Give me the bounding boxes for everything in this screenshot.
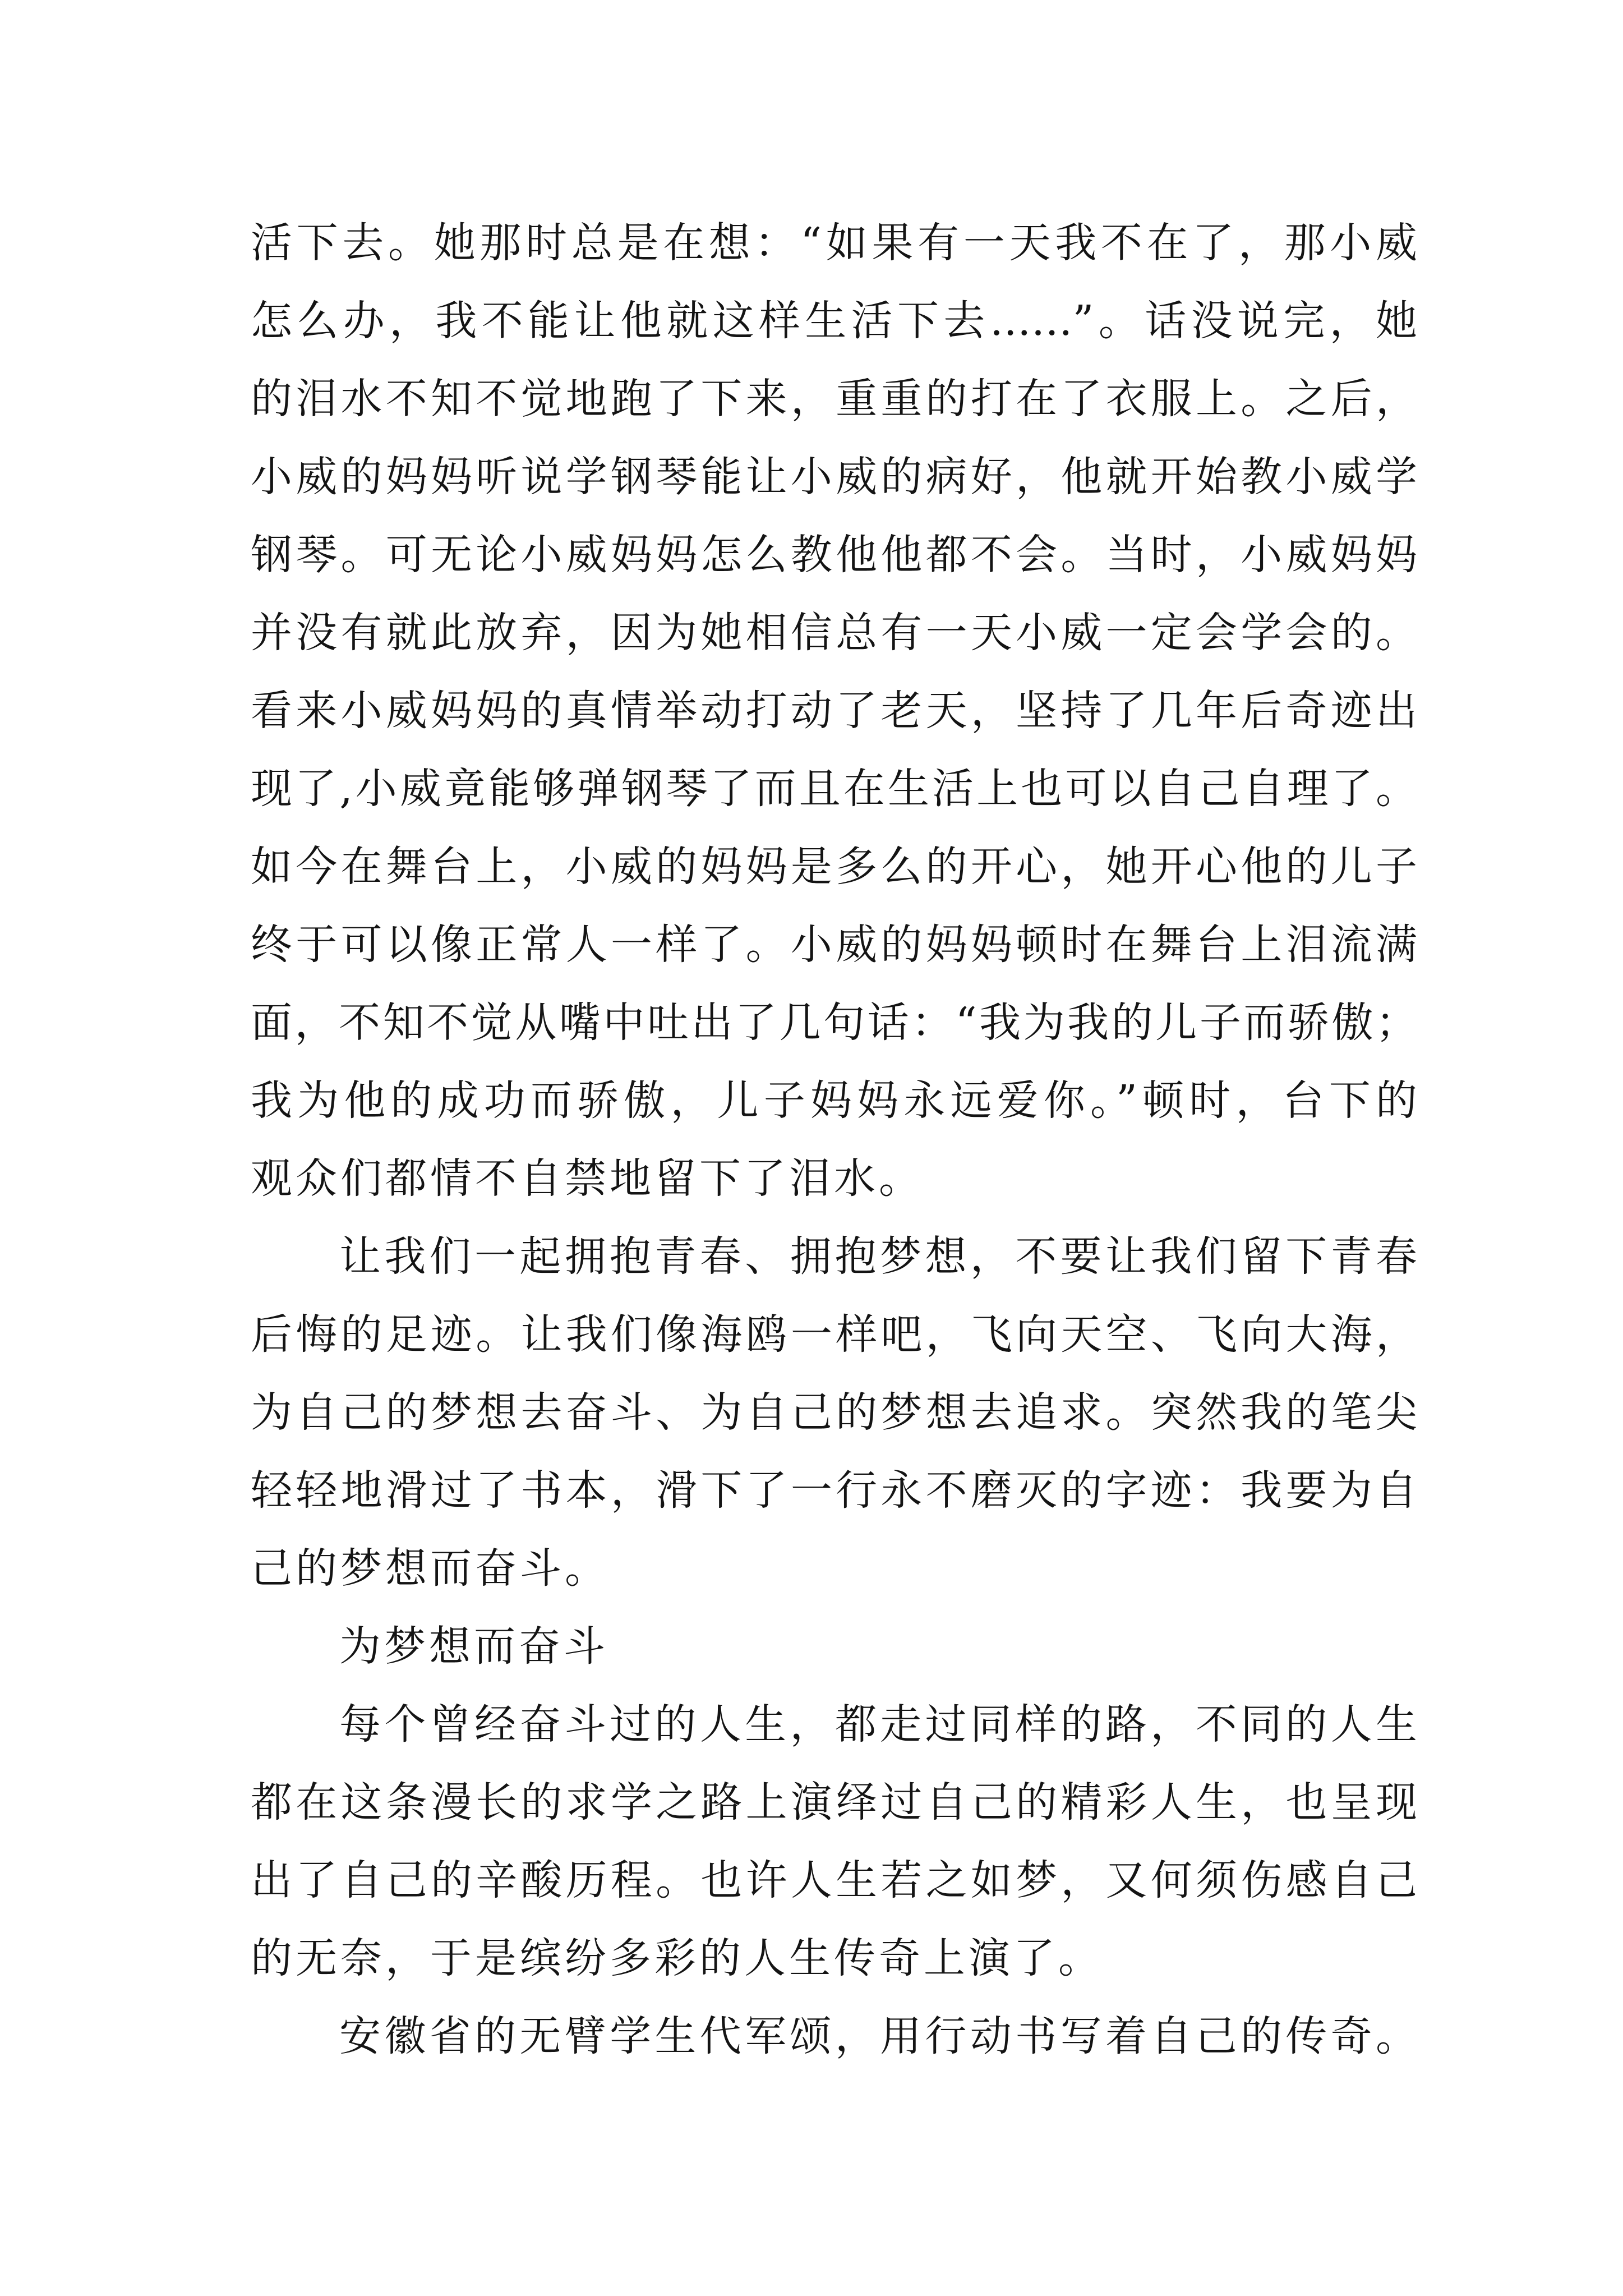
- paragraph: [251, 1686, 1417, 1998]
- text-line: 的无奈，于是缤纷多彩的人生传奇上演了。: [251, 1934, 1103, 1982]
- text-line: 我为他的成功而骄傲，儿子妈妈永远爱你。”顿时，台下的: [251, 1076, 1417, 1125]
- body-text: [251, 204, 1417, 2076]
- text-line: 终于可以像正常人一样了。小威的妈妈顿时在舞台上泪流满: [251, 921, 1417, 969]
- text-line: 钢琴。可无论小威妈妈怎么教他他都不会。当时，小威妈妈: [251, 531, 1417, 579]
- text-line: 轻轻地滑过了书本，滑下了一行永不磨灭的字迹：我要为自: [251, 1466, 1417, 1515]
- text-line: 怎么办，我不能让他就这样生活下去……”。话没说完，她: [251, 297, 1417, 345]
- text-line: 己的梦想而奋斗。: [251, 1544, 610, 1593]
- section-heading: [251, 1608, 1417, 1686]
- text-line: 小威的妈妈听说学钢琴能让小威的病好，他就开始教小威学: [251, 453, 1417, 501]
- text-line: 现了,小威竟能够弹钢琴了而且在生活上也可以自己自理了。: [251, 765, 1417, 813]
- text-line: 后悔的足迹。让我们像海鸥一样吧，飞向天空、飞向大海，: [251, 1310, 1417, 1359]
- text-line: 为自己的梦想去奋斗、为自己的梦想去追求。突然我的笔尖: [251, 1388, 1417, 1437]
- text-line: 让我们一起拥抱青春、拥抱梦想，不要让我们留下青春: [339, 1232, 1417, 1281]
- text-line: 并没有就此放弃，因为她相信总有一天小威一定会学会的。: [251, 609, 1417, 657]
- paragraph: [251, 204, 1417, 1218]
- section-heading-text: 为梦想而奋斗: [339, 1622, 608, 1671]
- paragraph: [251, 1218, 1417, 1608]
- paragraph: [251, 1998, 1417, 2076]
- text-line: 安徽省的无臂学生代军颂，用行动书写着自己的传奇。: [339, 2012, 1417, 2060]
- text-line: 出了自己的辛酸历程。也许人生若之如梦，又何须伤感自己: [251, 1856, 1417, 1904]
- text-line: 都在这条漫长的求学之路上演绎过自己的精彩人生，也呈现: [251, 1778, 1417, 1826]
- text-line: 活下去。她那时总是在想：“如果有一天我不在了，那小威: [251, 219, 1417, 267]
- text-line: 如今在舞台上，小威的妈妈是多么的开心，她开心他的儿子: [251, 843, 1417, 891]
- text-line: 面，不知不觉从嘴中吐出了几句话：“我为我的儿子而骄傲；: [251, 999, 1417, 1047]
- text-line: 的泪水不知不觉地跑了下来，重重的打在了衣服上。之后，: [251, 375, 1417, 423]
- text-line: 看来小威妈妈的真情举动打动了老天，坚持了几年后奇迹出: [251, 687, 1417, 735]
- text-line: 观众们都情不自禁地留下了泪水。: [251, 1154, 924, 1203]
- text-line: 每个曾经奋斗过的人生，都走过同样的路，不同的人生: [339, 1700, 1417, 1749]
